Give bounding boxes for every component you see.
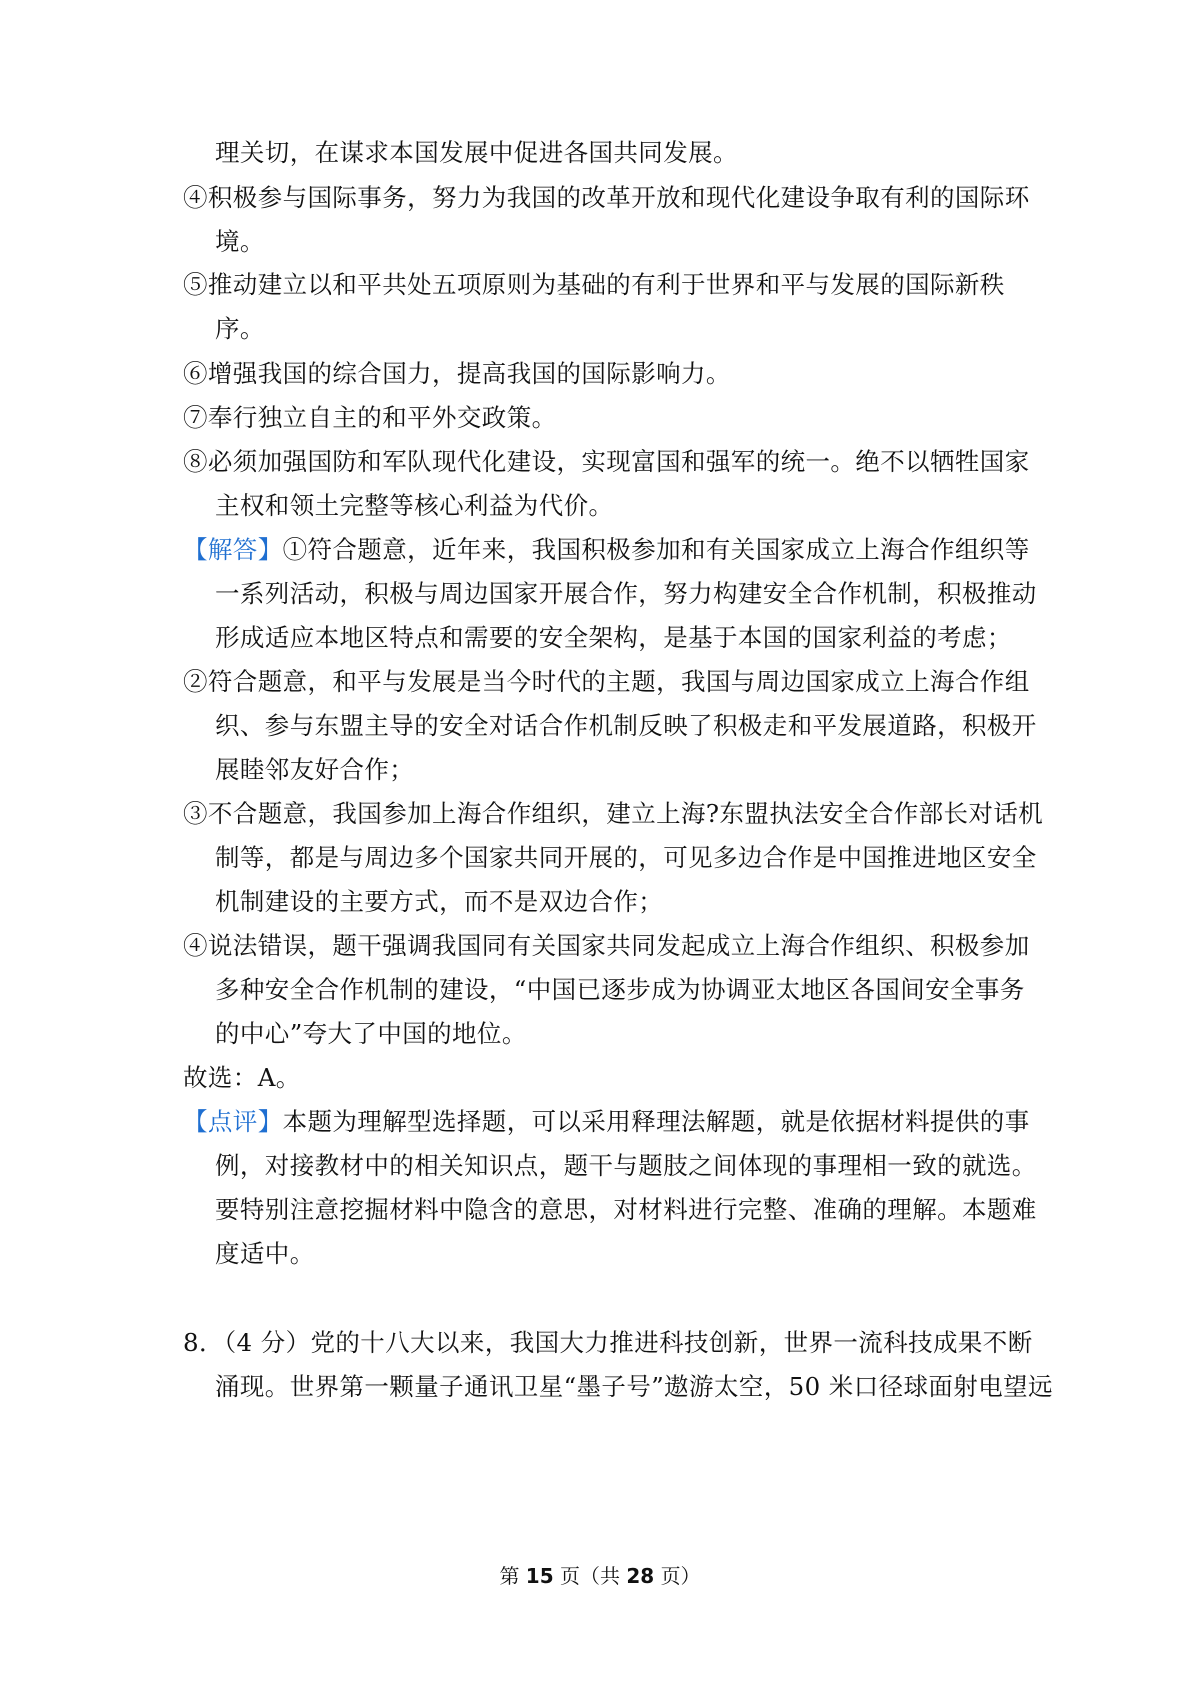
text-line: 一系列活动，积极与周边国家开展合作，努力构建安全合作机制，积极推动 <box>215 579 1037 608</box>
text-line: ④说法错误，题干强调我国同有关国家共同发起成立上海合作组织、积极参加 <box>183 931 1030 960</box>
text-line: 序。 <box>215 314 265 343</box>
text-line: 理关切，在谋求本国发展中促进各国共同发展。 <box>215 138 738 167</box>
text-line: 织、参与东盟主导的安全对话合作机制反映了积极走和平发展道路，积极开 <box>215 711 1037 740</box>
final-choice: 故选：A。 <box>183 1063 301 1092</box>
text-line: 涌现。世界第一颗量子通讯卫星“墨子号”遨游太空，50 米口径球面射电望远 <box>215 1372 1053 1401</box>
text-line: ②符合题意，和平与发展是当今时代的主题，我国与周边国家成立上海合作组 <box>183 667 1030 696</box>
text-line: ⑤推动建立以和平共处五项原则为基础的有利于世界和平与发展的国际新秩 <box>183 270 1005 299</box>
answer-tag: 【解答】 <box>183 535 283 564</box>
text-line: ⑥增强我国的综合国力，提高我国的国际影响力。 <box>183 359 731 388</box>
total-pages: 28 <box>626 1564 655 1588</box>
page-footer: 第 15 页（共 28 页） <box>499 1564 701 1588</box>
comment-text: 本题为理解型选择题，可以采用释理法解题，就是依据材料提供的事 <box>282 1107 1030 1136</box>
text-line: ⑦奉行独立自主的和平外交政策。 <box>183 403 557 432</box>
answer-text: ①符合题意，近年来，我国积极参加和有关国家成立上海合作组织等 <box>282 535 1030 564</box>
text-line: 要特别注意挖掘材料中隐含的意思，对材料进行完整、准确的理解。本题难 <box>215 1195 1037 1224</box>
comment-tag: 【点评】 <box>183 1107 283 1136</box>
text-line: ④积极参与国际事务，努力为我国的改革开放和现代化建设争取有利的国际环 <box>183 183 1030 212</box>
text-line: 度适中。 <box>215 1239 315 1268</box>
text-line: 境。 <box>215 227 265 256</box>
text-line: ③不合题意，我国参加上海合作组织，建立上海?东盟执法安全合作部长对话机 <box>183 799 1044 828</box>
text-line: 的中心”夸大了中国的地位。 <box>215 1019 527 1048</box>
question-8-line: 8．（4 分）党的十八大以来，我国大力推进科技创新，世界一流科技成果不断 <box>183 1328 1033 1357</box>
text-line: 制等，都是与周边多个国家共同开展的，可见多边合作是中国推进地区安全 <box>215 843 1037 872</box>
text-line: 展睦邻友好合作； <box>215 755 415 784</box>
text-line: 主权和领土完整等核心利益为代价。 <box>215 491 614 520</box>
text-line: ⑧必须加强国防和军队现代化建设，实现富国和强军的统一。绝不以牺牲国家 <box>183 447 1030 476</box>
page-number: 15 <box>525 1564 554 1588</box>
text-line: 机制建设的主要方式，而不是双边合作； <box>215 887 664 916</box>
text-line: 形成适应本地区特点和需要的安全架构，是基于本国的国家利益的考虑； <box>215 623 1012 652</box>
text-line: 多种安全合作机制的建设，“中国已逐步成为协调亚太地区各国间安全事务 <box>215 975 1025 1004</box>
answer-paragraph-start <box>183 533 1033 567</box>
text-line: 例，对接教材中的相关知识点，题干与题肢之间体现的事理相一致的就选。 <box>215 1151 1037 1180</box>
comment-paragraph-start <box>183 1105 1033 1139</box>
